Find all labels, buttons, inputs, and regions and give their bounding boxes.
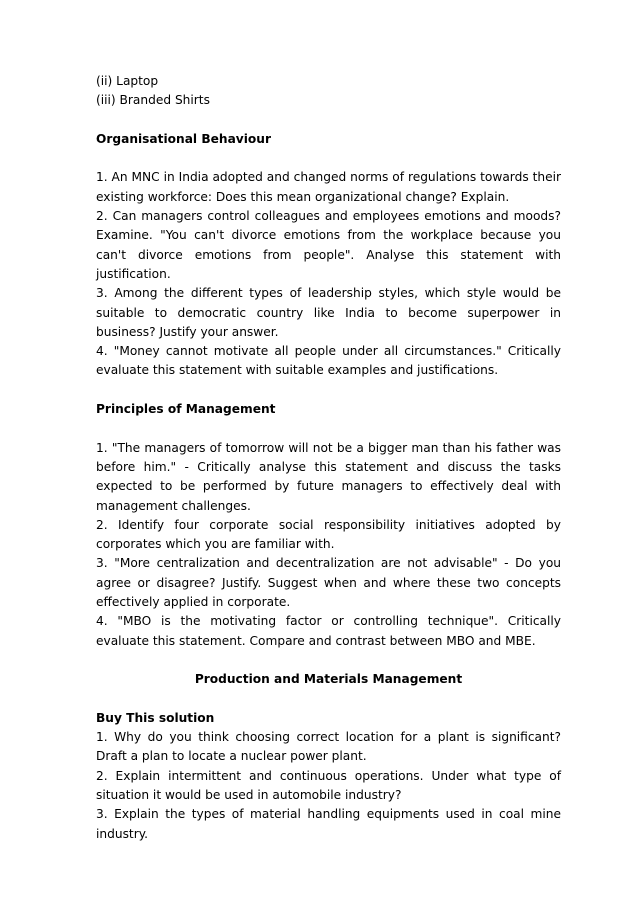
spacer [96, 381, 561, 400]
list-item-branded-shirts: (iii) Branded Shirts [96, 93, 210, 108]
question-ob-2: 2. Can managers control colleagues and employees emotions and moods? Examine. "You can't divorce emotions from the workplace because you can't divorce emotions from people". Analyse this statement with justification. [96, 209, 561, 281]
question-ob-3: 3. Among the different types of leadership styles, which style would be suitable to democratic country like India to become superpower in business? Justify your answer. [96, 286, 561, 339]
buy-solution-link[interactable]: Buy This solution [96, 710, 215, 725]
question-pom-4: 4. "MBO is the motivating factor or controlling technique". Critically evaluate this statement. Compare and contrast between MBO and MBE. [96, 614, 561, 648]
section-heading-production-materials-management: Production and Materials Management [194, 672, 463, 687]
spacer [96, 419, 561, 438]
section-heading-principles-of-management: Principles of Management [96, 402, 276, 417]
spacer [96, 690, 561, 709]
document-page [96, 72, 561, 844]
section-heading-organisational-behaviour: Organisational Behaviour [96, 131, 271, 146]
question-pom-3: 3. "More centralization and decentralization are not advisable" - Do you agree or disagree? Justify. Suggest when and where these two concepts effectively applied in corporate. [96, 556, 561, 610]
spacer [96, 149, 561, 168]
question-pmm-3: 3. Explain the types of material handling equipments used in coal mine industry. [96, 807, 561, 841]
question-ob-1: 1. An MNC in India adopted and changed norms of regulations towards their existing workforce: Does this mean organizational change? Explain. [96, 170, 561, 204]
question-ob-4: 4. "Money cannot motivate all people under all circumstances." Critically evaluate this statement with suitable examples and justifications. [96, 344, 561, 378]
spacer [96, 111, 561, 130]
list-item-laptop: (ii) Laptop [96, 74, 159, 88]
spacer [96, 651, 561, 670]
question-pom-1: 1. "The managers of tomorrow will not be a bigger man than his father was before him." - Critically analyse this statement and discuss the tasks expected to be performed by future managers to effectively deal with management challenges. [96, 440, 561, 513]
question-pmm-1: 1. Why do you think choosing correct location for a plant is significant? Draft a plan to locate a nuclear power plant. [96, 730, 561, 764]
question-pom-2: 2. Identify four corporate social responsibility initiatives adopted by corporates which you are familiar with. [96, 517, 561, 552]
question-pmm-2: 2. Explain intermittent and continuous operations. Under what type of situation it would be used in automobile industry? [96, 768, 561, 802]
